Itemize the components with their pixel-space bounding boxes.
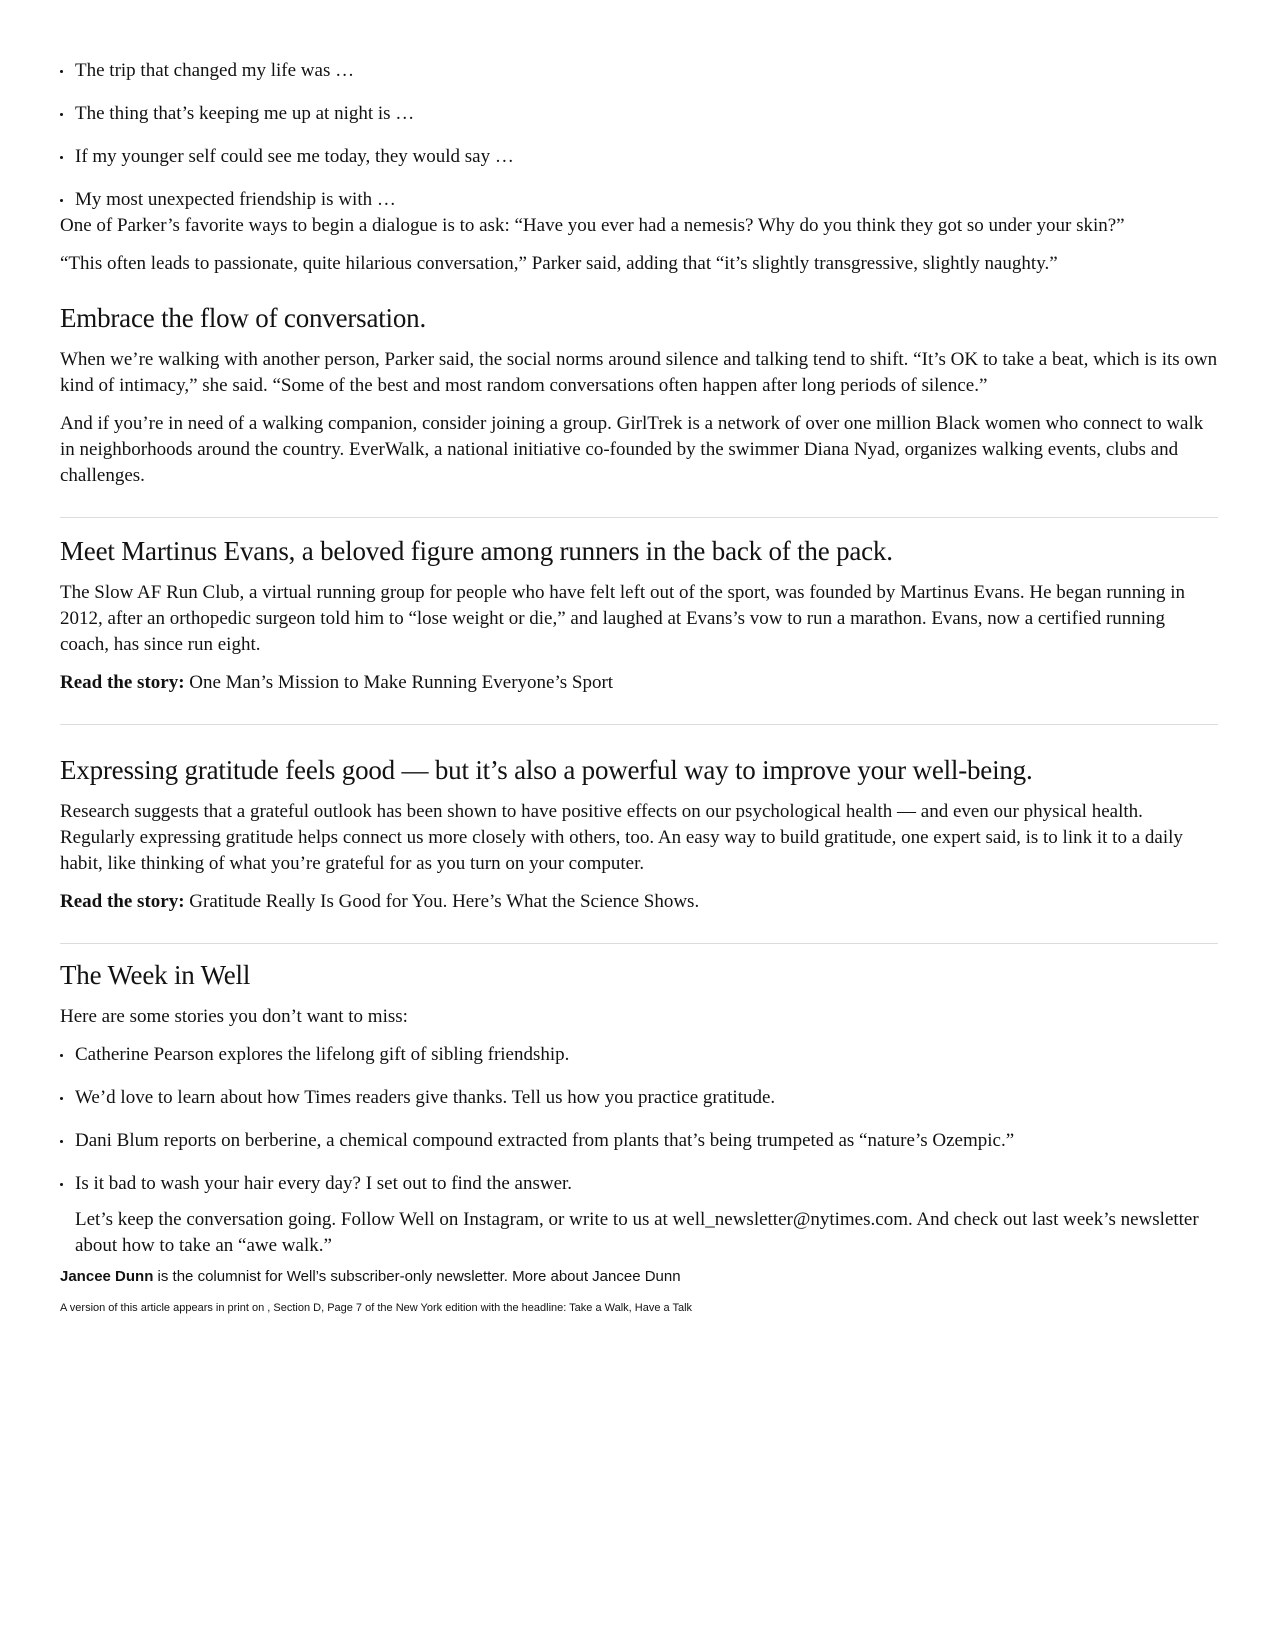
list-item[interactable]: Dani Blum reports on berberine, a chemical compound extracted from plants that’s being trumpeted as “nature’s Ozempic.”: [60, 1128, 1218, 1154]
bullet-icon: [60, 199, 63, 202]
flow-heading: Embrace the flow of conversation.: [60, 303, 427, 333]
read-story-link[interactable]: One Man’s Mission to Make Running Everyone’s Sport: [189, 672, 614, 693]
week-heading: The Week in Well: [60, 960, 251, 990]
section-divider: [60, 943, 1218, 944]
bullet-icon: [60, 156, 63, 159]
bullet-icon: [60, 70, 63, 73]
bullet-icon: [60, 113, 63, 116]
author-more-link[interactable]: More about Jancee Dunn: [512, 1268, 681, 1285]
intro-paragraph-1: One of Parker’s favorite ways to begin a dialogue is to ask: “Have you ever had a nemesis? Why do you think they got so under your skin?”: [60, 215, 1125, 236]
bullet-icon: [60, 1054, 63, 1057]
section-divider: [60, 724, 1218, 725]
closing-paragraph: Let’s keep the conversation going. Follow Well on Instagram, or write to us at well_newsletter@nytimes.com. And check out last week’s newsletter about how to take an “awe walk.”: [75, 1209, 1199, 1256]
article-body: [60, 58, 1218, 1315]
read-story-label: Read the story:: [60, 672, 185, 693]
flow-paragraph-2: And if you’re in need of a walking companion, consider joining a group. GirlTrek is a network of over one million Black women who connect to walk in neighborhoods around the country. EverWalk, a national initiative co-founded by the swimmer Diana Nyad, organizes walking events, clubs and challenges.: [60, 413, 1204, 486]
week-intro: Here are some stories you don’t want to miss:: [60, 1006, 408, 1027]
author-byline: [60, 1267, 1218, 1287]
prompt-list: [60, 58, 1218, 213]
week-story-list: [60, 1042, 1218, 1197]
gratitude-paragraph: Research suggests that a grateful outlook has been shown to have positive effects on our psychological health — and even our physical health. Regularly expressing gratitude helps connect us more closely with others, too. An easy way to build gratitude, one expert said, is to link it to a daily habit, like thinking of what you’re grateful for as you turn on your computer.: [60, 801, 1183, 874]
martinus-read-story: [60, 670, 1218, 696]
flow-paragraph-1: When we’re walking with another person, Parker said, the social norms around silence and talking tend to shift. “It’s OK to take a beat, which is its own kind of intimacy,” she said. “Some of the best and most random conversations often happen after long periods of silence.”: [60, 349, 1218, 396]
author-name[interactable]: Jancee Dunn: [60, 1268, 154, 1285]
gratitude-heading: Expressing gratitude feels good — but it’s also a powerful way to improve your well-being.: [60, 755, 1033, 785]
print-edition-note: A version of this article appears in print on , Section D, Page 7 of the New York edition with the headline: Take a Walk, Have a Talk: [60, 1302, 693, 1314]
list-item: If my younger self could see me today, they would say …: [60, 144, 1218, 170]
bullet-icon: [60, 1183, 63, 1186]
section-divider: [60, 517, 1218, 518]
martinus-paragraph: The Slow AF Run Club, a virtual running group for people who have felt left out of the sport, was founded by Martinus Evans. He began running in 2012, after an orthopedic surgeon told him to “lose weight or die,” and laughed at Evans’s vow to run a marathon. Evans, now a certified running coach, has since run eight.: [60, 582, 1186, 655]
bullet-icon: [60, 1097, 63, 1100]
list-item: The thing that’s keeping me up at night is …: [60, 101, 1218, 127]
intro-paragraph-2: “This often leads to passionate, quite hilarious conversation,” Parker said, adding that “it’s slightly transgressive, slightly naughty.”: [60, 253, 1058, 274]
read-story-link[interactable]: Gratitude Really Is Good for You. Here’s What the Science Shows.: [189, 891, 700, 912]
bullet-icon: [60, 1140, 63, 1143]
list-item[interactable]: Is it bad to wash your hair every day? I set out to find the answer.: [60, 1171, 1218, 1197]
martinus-heading: Meet Martinus Evans, a beloved figure among runners in the back of the pack.: [60, 536, 893, 566]
list-item[interactable]: Catherine Pearson explores the lifelong gift of sibling friendship.: [60, 1042, 1218, 1068]
list-item: The trip that changed my life was …: [60, 58, 1218, 84]
author-description: is the columnist for Well’s subscriber-only newsletter.: [157, 1268, 508, 1285]
list-item: My most unexpected friendship is with …: [60, 187, 1218, 213]
gratitude-read-story: [60, 889, 1218, 915]
list-item[interactable]: We’d love to learn about how Times readers give thanks. Tell us how you practice gratitude.: [60, 1085, 1218, 1111]
read-story-label: Read the story:: [60, 891, 185, 912]
